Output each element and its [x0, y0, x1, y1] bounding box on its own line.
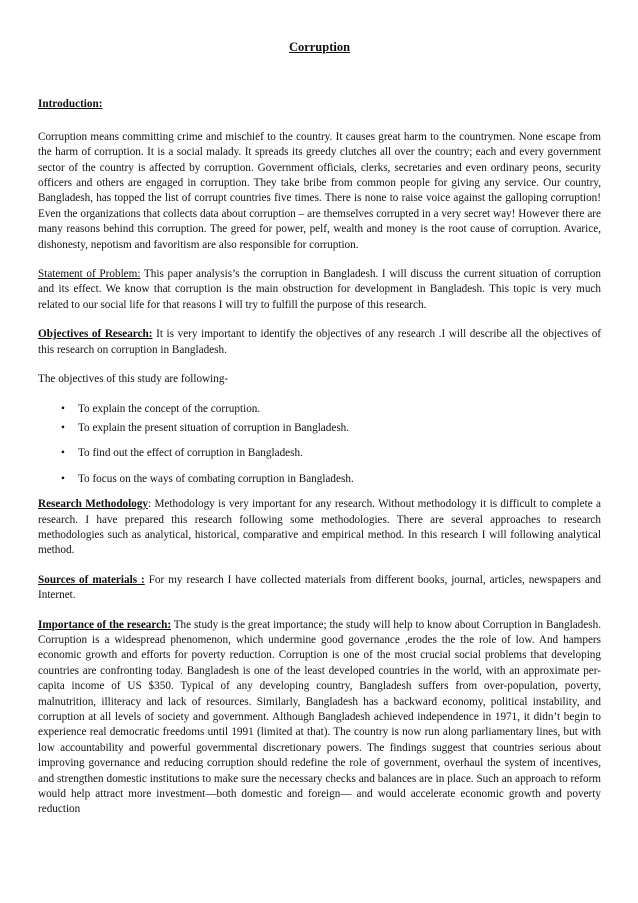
introduction-paragraph: Corruption means committing crime and mischief to the country. It causes great harm to the countrymen. None escape from the harm of corruption. It is a social malady. It spreads its greedy clutches all over the country; each and every government sector of the country is affected by corruption. Government officials, clerks, secretaries and even ordinary peons, security officers and others are engaged in corruption. They take bribe from common people for giving any service. Our country, Bangladesh, has topped the list of corrupt countries five times. There is none to raise voice against the galloping corruption! Even the organizations that collects data about corruption – are themselves corrupted in a very secret way! However there are many reasons behind this corruption. The greed for power, pelf, wealth and money is the root cause of corruption. Avarice, dishonesty, nepotism and favoritism are also responsible for corruption. — [38, 130, 601, 251]
sources-paragraph — [38, 573, 601, 604]
methodology-heading: Research Methodology — [38, 498, 149, 511]
statement-paragraph — [38, 267, 601, 313]
list-item-text: To find out the effect of corruption in Bangladesh. — [78, 447, 303, 460]
bullet-icon: • — [61, 472, 65, 485]
statement-heading: Statement of Problem: — [38, 268, 141, 281]
objectives-paragraph — [38, 327, 601, 358]
list-item — [61, 402, 601, 417]
document-title: Corruption — [288, 40, 351, 54]
introduction-heading: Introduction: — [38, 98, 103, 111]
bullet-icon: • — [61, 421, 65, 434]
statement-text: This paper analysis’s the corruption in Bangladesh. I will discuss the current situation of corruption and its effect. We know that corruption is the main obstruction for development in Bangladesh. This topic is very much related to our social life for that reasons I will try to fulfill the purpose of this research. — [38, 268, 601, 311]
list-item — [61, 472, 601, 487]
list-item — [61, 421, 601, 436]
bullet-icon: • — [61, 447, 65, 460]
importance-heading: Importance of the research: — [38, 618, 172, 631]
objectives-heading: Objectives of Research: — [38, 328, 153, 341]
objectives-text: It is very important to identify the objectives of any research .I will describe all the objectives of this research on corruption in Bangladesh. — [38, 328, 602, 356]
methodology-text: : Methodology is very important for any research. Without methodology it is difficult to complete a research. I have prepared this research following some methodologies. There are several approaches to research methodologies such as analytical, historical, comparative and empirical method. In this research I will following analytical method. — [38, 498, 601, 557]
sources-heading: Sources of materials : — [38, 573, 145, 586]
bullet-icon: • — [61, 402, 65, 415]
list-item-text: To explain the present situation of corruption in Bangladesh. — [78, 421, 350, 434]
objectives-list-intro: The objectives of this study are following- — [38, 373, 229, 386]
sources-text: For my research I have collected materials from different books, journal, articles, newspapers and Internet. — [38, 573, 601, 602]
importance-paragraph — [38, 618, 601, 818]
list-item-text: To explain the concept of the corruption. — [78, 402, 261, 415]
list-item-text: To focus on the ways of combating corruption in Bangladesh. — [78, 472, 354, 485]
methodology-paragraph — [38, 497, 601, 559]
objectives-list — [38, 402, 601, 488]
importance-text: The study is the great importance; the study will help to know about Corruption in Bangladesh. Corruption is a widespread phenomenon, which undermine good governance ,erodes the the role of low. And hampers economic growth and efforts for poverty reduction. Corruption is one of the most crucial social problems that developing countries are confronting today. Bangladesh is one of the least developed countries in the world, with an approximate per-capita income of US $350. Typical of any developing country, Bangladesh suffers from over-population, poverty, malnutrition, illiteracy and lack of resources. Similarly, Bangladesh has a backward economy, political instability, and corruption at all levels of society and government. Although Bangladesh achieved independence in 1971, it didn’t begin to experience real democratic freedoms until 1991 (limited at that). The country is now run along parliamentary lines, but with low accountability and powerful governmental discretionary powers. The findings suggest that countries serious about improving governance and reducing corruption should redefine the role of government, overhaul the system of incentives, and strengthen domestic institutions to make sure the necessary checks and balances are in place. Such an approach to reform would help attract more investment—both domestic and foreign— and would accelerate economic growth and poverty reduction — [38, 618, 601, 816]
list-item — [61, 446, 601, 461]
